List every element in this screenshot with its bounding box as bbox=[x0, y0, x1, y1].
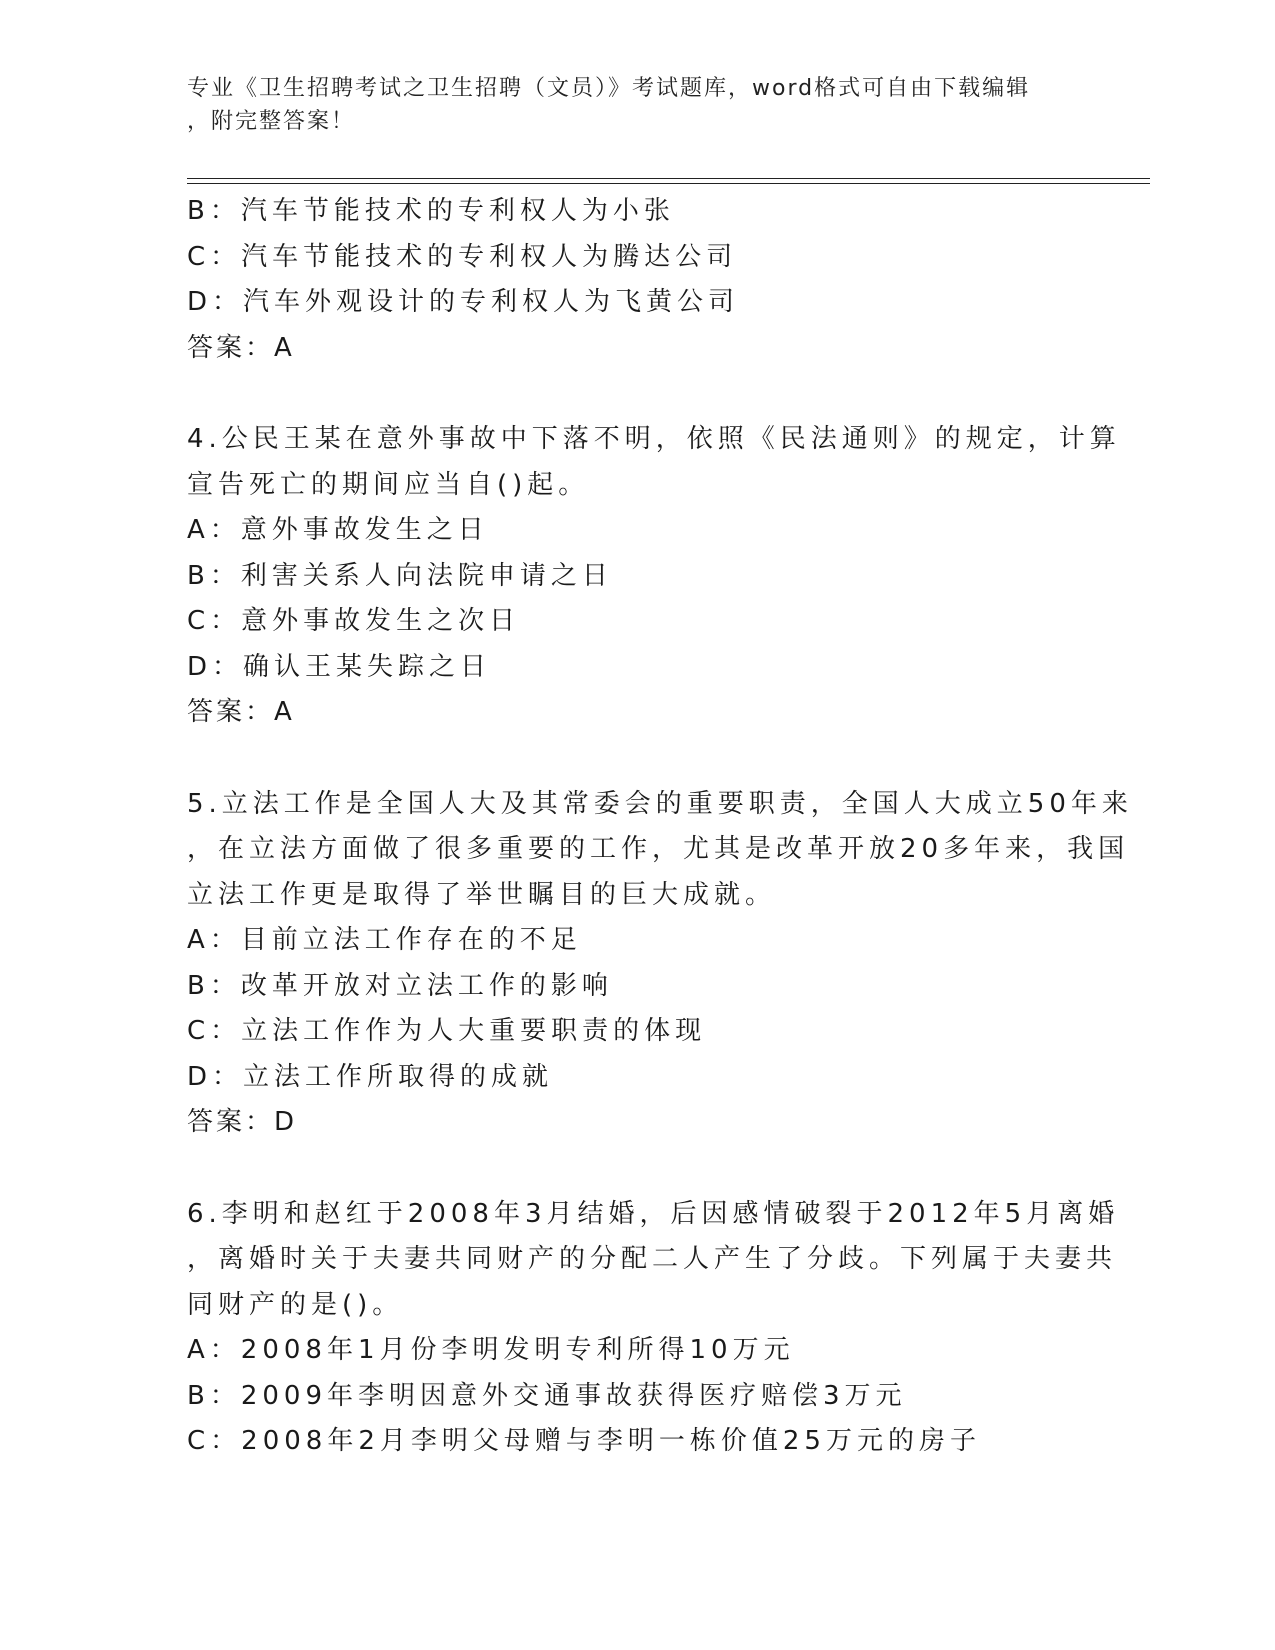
option-d: D：确认王某失踪之日 bbox=[187, 651, 492, 682]
question-stem: ，离婚时关于夫妻共同财产的分配二人产生了分歧。下列属于夫妻共 bbox=[187, 1244, 1118, 1274]
option-a: A：2008年1月份李明发明专利所得10万元 bbox=[187, 1335, 795, 1365]
answer: 答案：A bbox=[187, 697, 295, 727]
spacer bbox=[187, 736, 1087, 782]
question-6 bbox=[187, 1192, 1120, 1465]
question-stem: 6.李明和赵红于2008年3月结婚，后因感情破裂于2012年5月离婚 bbox=[187, 1198, 1120, 1229]
answer: 答案：A bbox=[187, 332, 295, 363]
option-a: A：意外事故发生之日 bbox=[187, 515, 489, 545]
header-divider bbox=[187, 178, 1150, 184]
spacer bbox=[187, 1146, 1087, 1192]
option-c: C：立法工作作为人大重要职责的体现 bbox=[187, 1016, 707, 1046]
option-b: B：改革开放对立法工作的影响 bbox=[187, 970, 613, 1001]
option-c: C：汽车节能技术的专利权人为腾达公司 bbox=[187, 241, 738, 272]
option-c: C：意外事故发生之次日 bbox=[187, 606, 521, 636]
spacer bbox=[187, 371, 1087, 417]
header-line-1: 专业《卫生招聘考试之卫生招聘（文员）》考试题库，word格式可自由下载编辑 bbox=[187, 76, 1031, 101]
option-d: D：汽车外观设计的专利权人为飞黄公司 bbox=[187, 287, 740, 317]
option-b: B：利害关系人向法院申请之日 bbox=[187, 560, 613, 591]
question-5 bbox=[187, 782, 1133, 1146]
question-stem: ，在立法方面做了很多重要的工作，尤其是改革开放20多年来，我国 bbox=[187, 834, 1130, 864]
option-d: D：立法工作所取得的成就 bbox=[187, 1061, 554, 1092]
question-stem: 5.立法工作是全国人大及其常委会的重要职责，全国人大成立50年来 bbox=[187, 788, 1133, 819]
option-a: A：目前立法工作存在的不足 bbox=[187, 925, 582, 955]
question-list bbox=[187, 189, 1133, 1465]
question-stem: 4.公民王某在意外事故中下落不明，依照《民法通则》的规定，计算 bbox=[187, 424, 1121, 454]
document-header bbox=[187, 72, 1067, 138]
question-stem: 宣告死亡的期间应当自()起。 bbox=[187, 469, 590, 500]
question-stem: 同财产的是()。 bbox=[187, 1289, 404, 1320]
question-stem: 立法工作更是取得了举世瞩目的巨大成就。 bbox=[187, 879, 777, 910]
option-b: B：汽车节能技术的专利权人为小张 bbox=[187, 196, 675, 226]
question-4 bbox=[187, 417, 1121, 736]
option-b: B：2009年李明因意外交通事故获得医疗赔偿3万元 bbox=[187, 1380, 907, 1411]
question-3-tail bbox=[187, 189, 1087, 371]
header-line-2: ，附完整答案！ bbox=[187, 109, 356, 134]
option-c: C：2008年2月李明父母赠与李明一栋价值25万元的房子 bbox=[187, 1426, 981, 1456]
answer: 答案：D bbox=[187, 1107, 298, 1137]
